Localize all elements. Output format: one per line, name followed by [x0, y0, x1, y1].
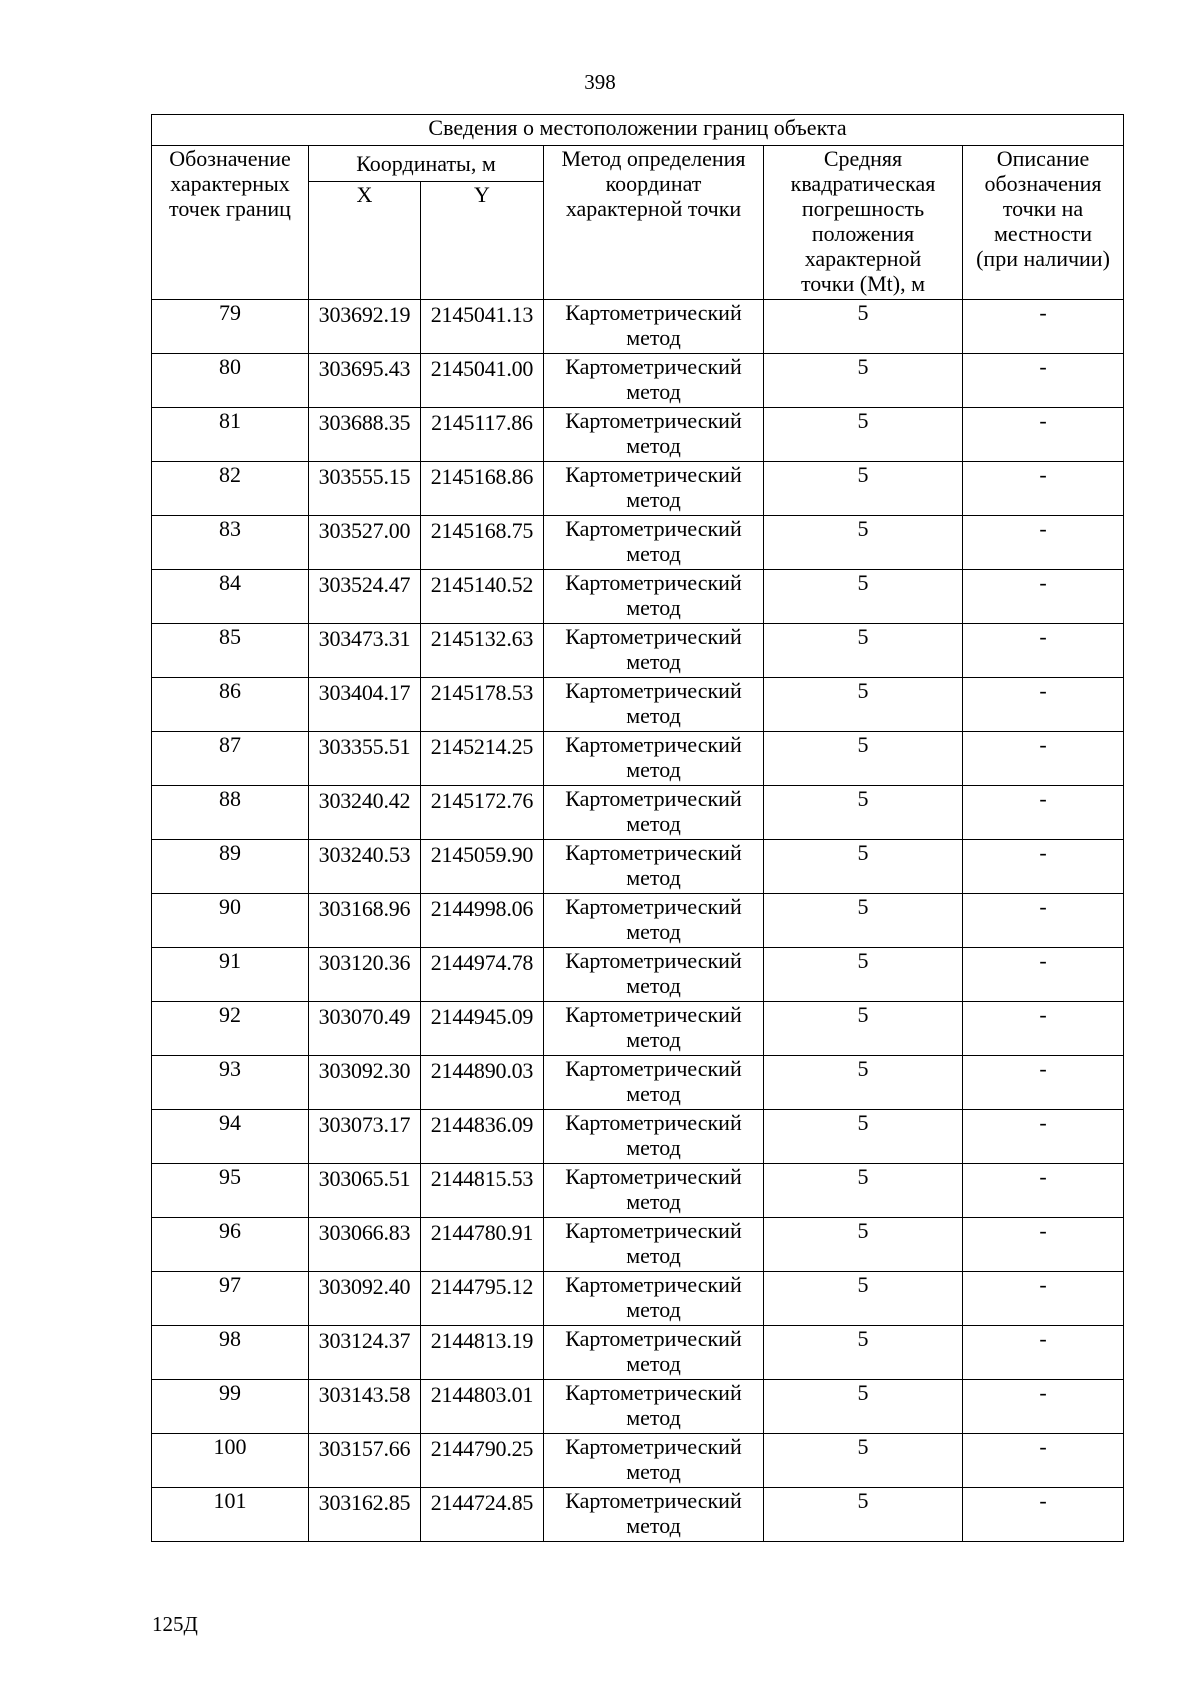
point-description: - [963, 624, 1124, 678]
method: Картометрический метод [544, 894, 764, 948]
method: Картометрический метод [544, 678, 764, 732]
mean-error: 5 [764, 1434, 963, 1488]
table-row [152, 1272, 1124, 1326]
point-description: - [963, 1218, 1124, 1272]
table-row [152, 462, 1124, 516]
coord-x: 303355.51 [309, 732, 421, 786]
point-description: - [963, 570, 1124, 624]
point-number: 90 [152, 894, 309, 948]
method: Картометрический метод [544, 1488, 764, 1542]
table-row [152, 1218, 1124, 1272]
table-row [152, 1380, 1124, 1434]
method: Картометрический метод [544, 1110, 764, 1164]
table-row [152, 300, 1124, 354]
method: Картометрический метод [544, 570, 764, 624]
method: Картометрический метод [544, 786, 764, 840]
method: Картометрический метод [544, 300, 764, 354]
table-row [152, 1164, 1124, 1218]
point-description: - [963, 678, 1124, 732]
coord-x: 303240.53 [309, 840, 421, 894]
coord-y: 2144813.19 [421, 1326, 544, 1380]
mean-error: 5 [764, 300, 963, 354]
point-number: 84 [152, 570, 309, 624]
mean-error: 5 [764, 948, 963, 1002]
point-description: - [963, 1110, 1124, 1164]
point-number: 97 [152, 1272, 309, 1326]
table-row [152, 786, 1124, 840]
table-row [152, 570, 1124, 624]
header-method: Метод определения координат характерной точки [544, 146, 764, 300]
point-number: 87 [152, 732, 309, 786]
table-row [152, 1434, 1124, 1488]
coord-x: 303092.30 [309, 1056, 421, 1110]
point-number: 81 [152, 408, 309, 462]
header-error: Средняя квадратическая погрешность положения характерной точки (Mt), м [764, 146, 963, 300]
header-description: Описание обозначения точки на местности (при наличии) [963, 146, 1124, 300]
coord-x: 303157.66 [309, 1434, 421, 1488]
table-row [152, 1488, 1124, 1542]
point-number: 82 [152, 462, 309, 516]
mean-error: 5 [764, 354, 963, 408]
mean-error: 5 [764, 894, 963, 948]
coord-y: 2145132.63 [421, 624, 544, 678]
boundary-coordinates-table [151, 114, 1124, 1542]
point-number: 85 [152, 624, 309, 678]
mean-error: 5 [764, 1056, 963, 1110]
coord-y: 2145059.90 [421, 840, 544, 894]
mean-error: 5 [764, 1326, 963, 1380]
point-description: - [963, 462, 1124, 516]
table-row [152, 1326, 1124, 1380]
table-title: Сведения о местоположении границ объекта [152, 115, 1124, 146]
table-body [152, 300, 1124, 1542]
point-description: - [963, 1056, 1124, 1110]
table-row [152, 678, 1124, 732]
point-number: 95 [152, 1164, 309, 1218]
point-number: 94 [152, 1110, 309, 1164]
coord-x: 303073.17 [309, 1110, 421, 1164]
method: Картометрический метод [544, 1218, 764, 1272]
table-row [152, 516, 1124, 570]
mean-error: 5 [764, 408, 963, 462]
mean-error: 5 [764, 1218, 963, 1272]
coord-x: 303065.51 [309, 1164, 421, 1218]
coord-y: 2145117.86 [421, 408, 544, 462]
mean-error: 5 [764, 570, 963, 624]
mean-error: 5 [764, 1164, 963, 1218]
coord-y: 2144795.12 [421, 1272, 544, 1326]
point-description: - [963, 1380, 1124, 1434]
point-description: - [963, 948, 1124, 1002]
point-number: 83 [152, 516, 309, 570]
point-number: 98 [152, 1326, 309, 1380]
coord-x: 303473.31 [309, 624, 421, 678]
header-x: X [309, 182, 421, 300]
point-number: 89 [152, 840, 309, 894]
point-description: - [963, 894, 1124, 948]
point-number: 91 [152, 948, 309, 1002]
coord-y: 2144945.09 [421, 1002, 544, 1056]
method: Картометрический метод [544, 1434, 764, 1488]
table-row [152, 1110, 1124, 1164]
coord-y: 2144790.25 [421, 1434, 544, 1488]
mean-error: 5 [764, 462, 963, 516]
table-row [152, 732, 1124, 786]
method: Картометрический метод [544, 624, 764, 678]
point-description: - [963, 1488, 1124, 1542]
header-coordinates: Координаты, м [309, 146, 544, 182]
coord-y: 2144998.06 [421, 894, 544, 948]
coord-y: 2145140.52 [421, 570, 544, 624]
method: Картометрический метод [544, 1326, 764, 1380]
method: Картометрический метод [544, 1380, 764, 1434]
point-description: - [963, 732, 1124, 786]
table-row [152, 1002, 1124, 1056]
coord-x: 303162.85 [309, 1488, 421, 1542]
method: Картометрический метод [544, 840, 764, 894]
mean-error: 5 [764, 516, 963, 570]
point-description: - [963, 1434, 1124, 1488]
point-description: - [963, 408, 1124, 462]
mean-error: 5 [764, 1110, 963, 1164]
mean-error: 5 [764, 1272, 963, 1326]
table-row [152, 408, 1124, 462]
point-description: - [963, 1164, 1124, 1218]
coord-y: 2145041.13 [421, 300, 544, 354]
page-number: 398 [584, 70, 616, 94]
coord-x: 303143.58 [309, 1380, 421, 1434]
point-description: - [963, 840, 1124, 894]
mean-error: 5 [764, 1380, 963, 1434]
coord-x: 303066.83 [309, 1218, 421, 1272]
coord-x: 303404.17 [309, 678, 421, 732]
coord-y: 2145168.86 [421, 462, 544, 516]
mean-error: 5 [764, 1488, 963, 1542]
method: Картометрический метод [544, 354, 764, 408]
method: Картометрический метод [544, 1272, 764, 1326]
coord-y: 2144974.78 [421, 948, 544, 1002]
coord-y: 2145214.25 [421, 732, 544, 786]
point-number: 96 [152, 1218, 309, 1272]
coord-x: 303168.96 [309, 894, 421, 948]
point-description: - [963, 1326, 1124, 1380]
coord-y: 2145172.76 [421, 786, 544, 840]
point-description: - [963, 1272, 1124, 1326]
point-number: 88 [152, 786, 309, 840]
coord-x: 303555.15 [309, 462, 421, 516]
mean-error: 5 [764, 732, 963, 786]
point-description: - [963, 516, 1124, 570]
point-number: 80 [152, 354, 309, 408]
coord-x: 303688.35 [309, 408, 421, 462]
coord-x: 303692.19 [309, 300, 421, 354]
point-number: 86 [152, 678, 309, 732]
method: Картометрический метод [544, 1056, 764, 1110]
coord-y: 2144780.91 [421, 1218, 544, 1272]
point-number: 93 [152, 1056, 309, 1110]
coord-y: 2144724.85 [421, 1488, 544, 1542]
point-description: - [963, 1002, 1124, 1056]
method: Картометрический метод [544, 948, 764, 1002]
method: Картометрический метод [544, 462, 764, 516]
point-number: 99 [152, 1380, 309, 1434]
coord-y: 2145178.53 [421, 678, 544, 732]
point-description: - [963, 300, 1124, 354]
mean-error: 5 [764, 624, 963, 678]
coord-x: 303120.36 [309, 948, 421, 1002]
coord-x: 303124.37 [309, 1326, 421, 1380]
header-point: Обозначение характерных точек границ [152, 146, 309, 300]
coord-y: 2145168.75 [421, 516, 544, 570]
method: Картометрический метод [544, 1002, 764, 1056]
header-y: Y [421, 182, 544, 300]
mean-error: 5 [764, 1002, 963, 1056]
point-number: 100 [152, 1434, 309, 1488]
table-row [152, 1056, 1124, 1110]
point-number: 79 [152, 300, 309, 354]
mean-error: 5 [764, 786, 963, 840]
table-row [152, 624, 1124, 678]
point-number: 101 [152, 1488, 309, 1542]
coord-y: 2144836.09 [421, 1110, 544, 1164]
table-row [152, 354, 1124, 408]
point-description: - [963, 786, 1124, 840]
coord-y: 2144803.01 [421, 1380, 544, 1434]
method: Картометрический метод [544, 408, 764, 462]
coord-y: 2144815.53 [421, 1164, 544, 1218]
coord-x: 303527.00 [309, 516, 421, 570]
document-code: 125Д [152, 1612, 198, 1636]
point-number: 92 [152, 1002, 309, 1056]
table-row [152, 840, 1124, 894]
coord-x: 303240.42 [309, 786, 421, 840]
method: Картометрический метод [544, 1164, 764, 1218]
coord-y: 2145041.00 [421, 354, 544, 408]
coord-x: 303524.47 [309, 570, 421, 624]
method: Картометрический метод [544, 732, 764, 786]
mean-error: 5 [764, 678, 963, 732]
table-row [152, 948, 1124, 1002]
coord-x: 303695.43 [309, 354, 421, 408]
table-row [152, 894, 1124, 948]
point-description: - [963, 354, 1124, 408]
mean-error: 5 [764, 840, 963, 894]
coord-x: 303092.40 [309, 1272, 421, 1326]
method: Картометрический метод [544, 516, 764, 570]
coord-y: 2144890.03 [421, 1056, 544, 1110]
coord-x: 303070.49 [309, 1002, 421, 1056]
